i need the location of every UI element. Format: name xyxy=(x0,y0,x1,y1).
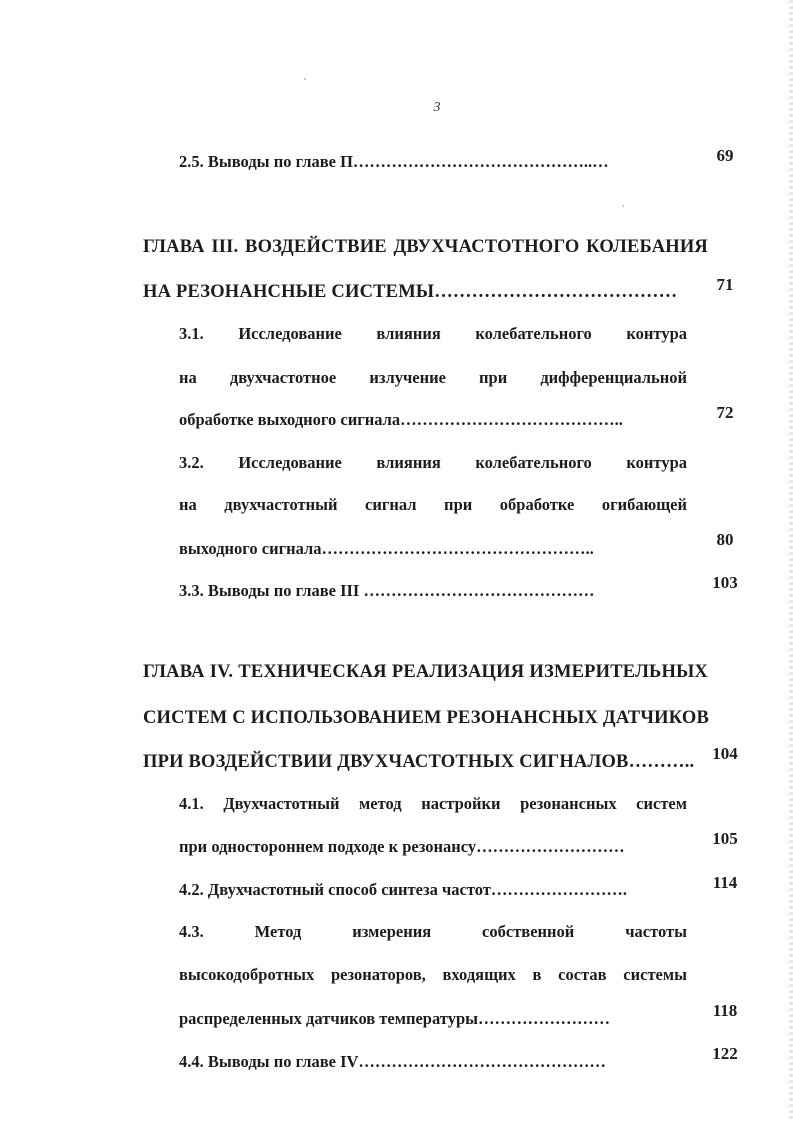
page-number: 3 xyxy=(433,100,441,115)
scan-speck xyxy=(622,205,624,207)
toc-page-3-1: 72 xyxy=(716,403,734,422)
toc-entry-2-5: 2.5. Выводы по главе П……………………………………..… xyxy=(179,152,609,171)
toc-entry-4-1-line-1: 4.1. Двухчастотный метод настройки резонансных систем xyxy=(179,794,687,813)
toc-entry-3-2-line-1: 3.2. Исследование влияния колебательного контура xyxy=(179,453,687,472)
toc-entry-3-1-line-1: 3.1. Исследование влияния колебательного контура xyxy=(179,324,687,343)
toc-entry-3-1-line-3: обработке выходного сигнала………………………………….. xyxy=(179,410,623,429)
toc-page-chapter-3: 71 xyxy=(716,275,734,294)
toc-page-3-2: 80 xyxy=(716,530,734,549)
toc-entry-3-1-line-2: на двухчастотное излучение при дифференциальной xyxy=(179,368,687,387)
toc-chapter-4-line-2: СИСТЕМ С ИСПОЛЬЗОВАНИЕМ РЕЗОНАНСНЫХ ДАТЧИКОВ xyxy=(143,708,709,728)
toc-entry-4-1-line-2: при одностороннем подходе к резонансу……………………… xyxy=(179,837,625,856)
toc-page-2-5: 69 xyxy=(716,146,734,165)
toc-entry-4-3-line-3: распределенных датчиков температуры…………………… xyxy=(179,1009,611,1028)
toc-chapter-4-line-1: ГЛАВА IV. ТЕХНИЧЕСКАЯ РЕАЛИЗАЦИЯ ИЗМЕРИТЕЛЬНЫХ xyxy=(143,662,708,682)
toc-page-4-3: 118 xyxy=(712,1001,738,1020)
toc-entry-4-4: 4.4. Выводы по главе IV……………………………………… xyxy=(179,1052,606,1071)
toc-page-chapter-4: 104 xyxy=(712,744,738,763)
toc-entry-3-2-line-3: выходного сигнала………………………………………….. xyxy=(179,539,594,558)
toc-page-4-4: 122 xyxy=(712,1044,738,1063)
scan-edge-artifact xyxy=(789,0,793,1122)
scan-speck xyxy=(304,78,306,80)
toc-entry-4-3-line-1: 4.3. Метод измерения собственной частоты xyxy=(179,922,687,941)
toc-chapter-3-line-1: ГЛАВА III. ВОЗДЕЙСТВИЕ ДВУХЧАСТОТНОГО КОЛЕБАНИЯ xyxy=(143,237,708,257)
toc-page-3-3: 103 xyxy=(712,573,738,592)
toc-chapter-3-line-2: НА РЕЗОНАНСНЫЕ СИСТЕМЫ………………………………… xyxy=(143,282,678,302)
toc-page-4-2: 114 xyxy=(712,873,738,892)
toc-chapter-4-line-3: ПРИ ВОЗДЕЙСТВИИ ДВУХЧАСТОТНЫХ СИГНАЛОВ……….. xyxy=(143,752,695,772)
toc-entry-4-3-line-2: высокодобротных резонаторов, входящих в состав системы xyxy=(179,965,687,984)
toc-entry-4-2: 4.2. Двухчастотный способ синтеза частот……………………. xyxy=(179,880,628,899)
toc-entry-3-3: 3.3. Выводы по главе III …………………………………… xyxy=(179,581,595,600)
toc-page-4-1: 105 xyxy=(712,829,738,848)
toc-entry-3-2-line-2: на двухчастотный сигнал при обработке огибающей xyxy=(179,495,687,514)
